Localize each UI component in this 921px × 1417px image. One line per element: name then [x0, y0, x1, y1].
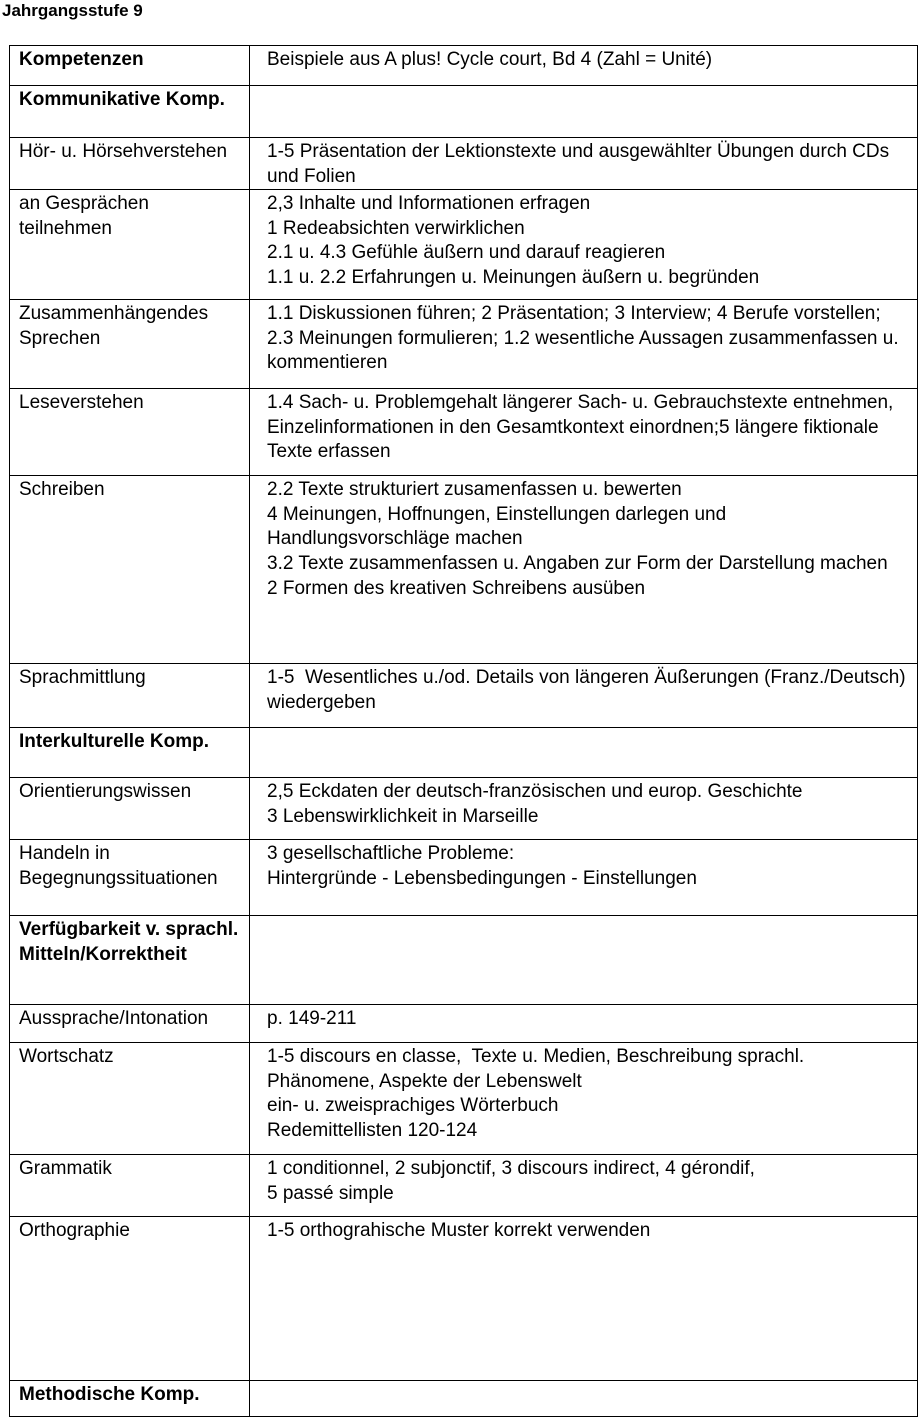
- example-cell: [250, 1217, 918, 1381]
- example-cell: [250, 1381, 918, 1417]
- example-cell: [250, 389, 918, 476]
- table-row: [10, 476, 918, 664]
- table-row: [10, 840, 918, 916]
- competence-label: Grammatik: [10, 1155, 250, 1217]
- competence-label: Zusammenhängendes Sprechen: [10, 300, 250, 389]
- example-cell: [250, 86, 918, 138]
- competence-label: Handeln in Begegnungssituationen: [10, 840, 250, 916]
- example-line: 2.2 Texte strukturiert zusamenfassen u. bewerten: [267, 479, 682, 501]
- example-line: 2,3 Inhalte und Informationen erfragen: [267, 193, 591, 215]
- example-line: 1-5 Wesentliches u./od. Details von längeren Äußerungen (Franz./Deutsch) wiedergeben: [267, 667, 911, 713]
- competence-label: Schreiben: [10, 476, 250, 664]
- example-line: 1-5 discours en classe, Texte u. Medien, Beschreibung sprachl. Phänomene, Aspekte der Lebenswelt: [267, 1046, 810, 1092]
- example-cell: [250, 916, 918, 1005]
- example-line: 2.1 u. 4.3 Gefühle äußern und darauf reagieren: [267, 242, 666, 264]
- table-row: [10, 190, 918, 300]
- table-row: [10, 728, 918, 778]
- competence-label: Methodische Komp.: [10, 1381, 250, 1417]
- example-cell: [250, 300, 918, 389]
- example-line: 2,5 Eckdaten der deutsch-französischen und europ. Geschichte: [267, 781, 803, 803]
- example-cell: [250, 1155, 918, 1217]
- example-line: 2 Formen des kreativen Schreibens ausüben: [267, 577, 646, 599]
- header-text: Beispiele aus A plus! Cycle court, Bd 4 (Zahl = Unité): [250, 46, 918, 86]
- example-line: 1.1 Diskussionen führen; 2 Präsentation; 3 Interview; 4 Berufe vorstellen; 2.3 Meinungen formulieren; 1.2 wesentliche Aussagen zusammenfassen u. kommentieren: [267, 303, 904, 374]
- competence-table: [9, 45, 918, 1417]
- example-line: 1 Redeabsichten verwirklichen: [267, 217, 525, 239]
- example-line: Hintergründe - Lebensbedingungen - Einstellungen: [267, 867, 697, 889]
- competence-label: Leseverstehen: [10, 389, 250, 476]
- example-line: 1 conditionnel, 2 subjonctif, 3 discours indirect, 4 gérondif,: [267, 1158, 755, 1180]
- example-cell: [250, 138, 918, 190]
- table-row: [10, 1043, 918, 1155]
- example-line: 1.4 Sach- u. Problemgehalt längerer Sach- u. Gebrauchstexte entnehmen, Einzelinformationen in den Gesamtkontext einordnen;5 längere fiktionale Texte erfassen: [267, 392, 899, 463]
- table-row: [10, 664, 918, 728]
- example-cell: [250, 1005, 918, 1043]
- example-line: ein- u. zweisprachiges Wörterbuch: [267, 1095, 559, 1117]
- table-row: [10, 1381, 918, 1417]
- table-header-row: [10, 46, 918, 86]
- page-heading: Jahrgangsstufe 9: [2, 1, 143, 20]
- table-row: [10, 1005, 918, 1043]
- table-row: [10, 916, 918, 1005]
- example-cell: [250, 476, 918, 664]
- table-row: [10, 86, 918, 138]
- competence-label: Orientierungswissen: [10, 778, 250, 840]
- competence-label: Sprachmittlung: [10, 664, 250, 728]
- table-row: [10, 389, 918, 476]
- competence-label: Hör- u. Hörsehverstehen: [10, 138, 250, 190]
- header-label: Kompetenzen: [10, 46, 250, 86]
- example-line: 3 gesellschaftliche Probleme:: [267, 843, 515, 865]
- example-line: Redemittellisten 120-124: [267, 1119, 478, 1141]
- table-row: [10, 1217, 918, 1381]
- competence-label: Aussprache/Intonation: [10, 1005, 250, 1043]
- example-line: 3.2 Texte zusammenfassen u. Angaben zur Form der Darstellung machen: [267, 552, 888, 574]
- competence-label: Wortschatz: [10, 1043, 250, 1155]
- competence-label: Verfügbarkeit v. sprachl. Mitteln/Korrektheit: [10, 916, 250, 1005]
- example-cell: [250, 190, 918, 300]
- example-cell: [250, 664, 918, 728]
- example-line: 5 passé simple: [267, 1182, 394, 1204]
- example-line: 1.1 u. 2.2 Erfahrungen u. Meinungen äußern u. begründen: [267, 266, 760, 288]
- example-line: 3 Lebenswirklichkeit in Marseille: [267, 805, 539, 827]
- example-cell: [250, 840, 918, 916]
- example-line: 1-5 orthograhische Muster korrekt verwenden: [267, 1220, 651, 1242]
- example-cell: [250, 1043, 918, 1155]
- table-row: [10, 300, 918, 389]
- example-cell: [250, 778, 918, 840]
- example-line: p. 149-211: [267, 1008, 357, 1030]
- competence-label: Orthographie: [10, 1217, 250, 1381]
- competence-label: an Gesprächen teilnehmen: [10, 190, 250, 300]
- competence-label: Kommunikative Komp.: [10, 86, 250, 138]
- example-cell: [250, 728, 918, 778]
- competence-label: Interkulturelle Komp.: [10, 728, 250, 778]
- table-row: [10, 778, 918, 840]
- table-row: [10, 138, 918, 190]
- example-line: 1-5 Präsentation der Lektionstexte und ausgewählter Übungen durch CDs und Folien: [267, 141, 895, 187]
- example-line: 4 Meinungen, Hoffnungen, Einstellungen darlegen und Handlungsvorschläge machen: [267, 503, 732, 550]
- table-row: [10, 1155, 918, 1217]
